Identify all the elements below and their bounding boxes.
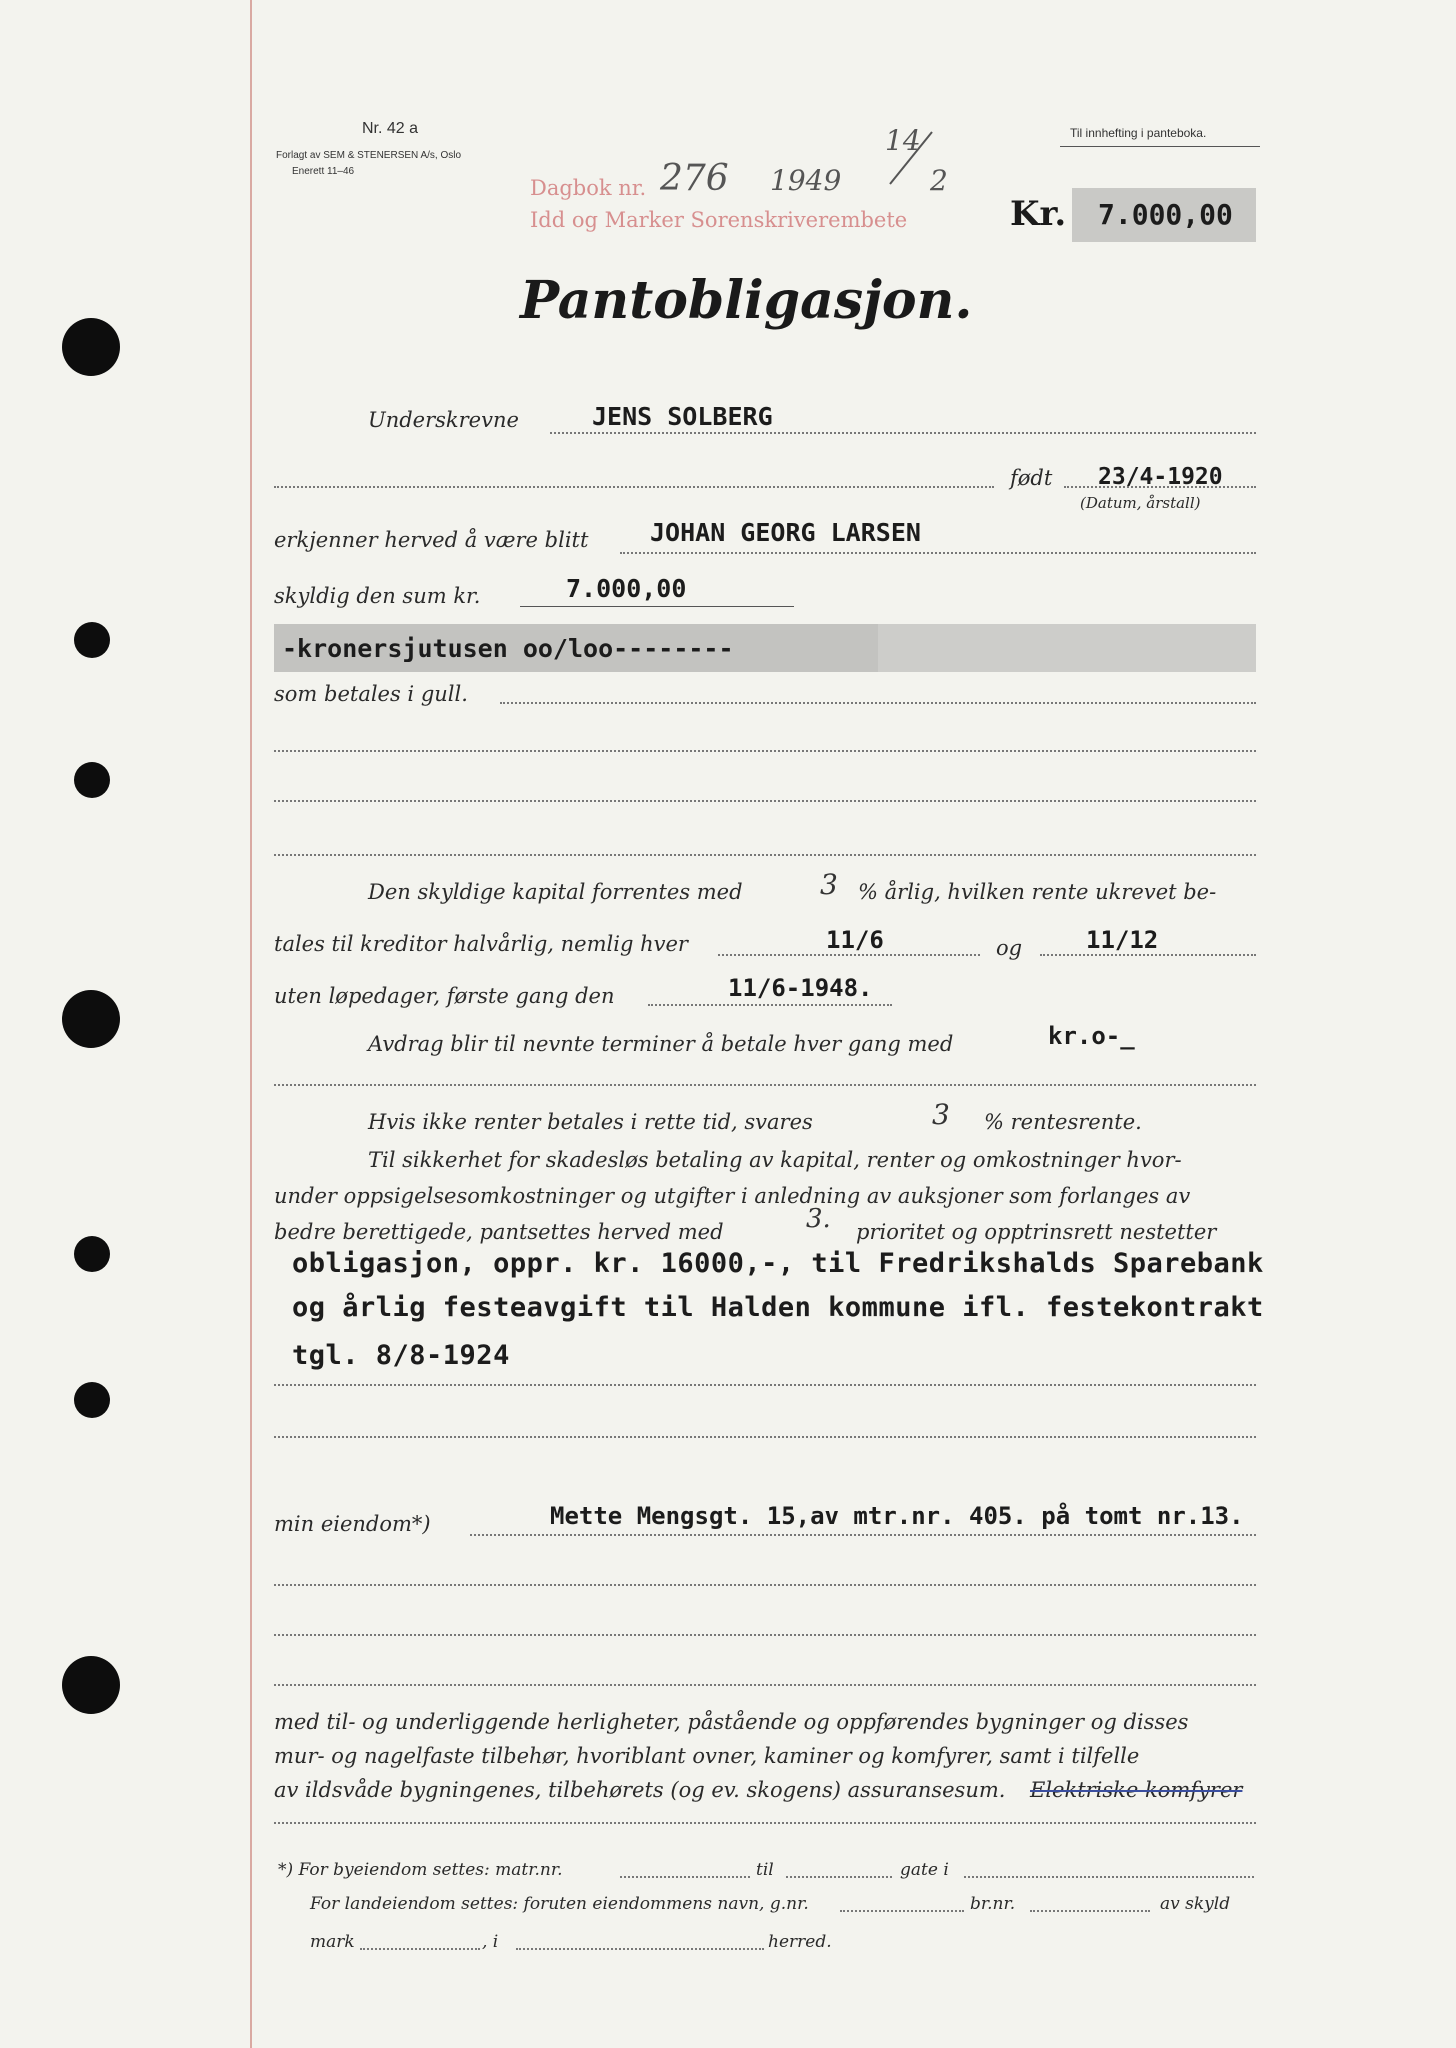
footnote-dots: [840, 1910, 964, 1912]
gold-line: [500, 702, 1256, 704]
security-line-2: under oppsigelsesomkostninger og utgifter i anledning av auksjoner som forlanges av: [274, 1184, 1191, 1208]
publisher-line: Forlagt av SEM & STENERSEN A/s, Oslo: [276, 150, 462, 161]
born-hint: (Datum, årstall): [1080, 494, 1201, 512]
blank-line: [274, 1384, 1256, 1386]
creditor-label: erkjenner herved å være blitt: [274, 528, 589, 552]
closing-struck-text: Elektriske komfyrer: [1030, 1778, 1243, 1802]
publisher-code: Enerett 11–46: [292, 166, 355, 177]
security-line-3a: bedre berettigede, pantsettes herved med: [274, 1220, 724, 1244]
binding-underline: [1060, 146, 1260, 147]
footnote-3c: herred.: [768, 1932, 832, 1952]
property-label: min eiendom*): [274, 1512, 431, 1536]
blank-line: [274, 854, 1256, 856]
footnote-dots: [360, 1948, 480, 1950]
security-typed-1: obligasjon, oppr. kr. 16000,-, til Fredrikshalds Sparebank: [292, 1248, 1264, 1279]
blank-line: [274, 1822, 1256, 1824]
journal-date-num: 14: [885, 124, 921, 157]
late-rate-text-b: % rentesrente.: [984, 1110, 1142, 1134]
installment-text: Avdrag blir til nevnte terminer å betale hver gang med: [368, 1032, 954, 1056]
footnote-2c: av skyld: [1160, 1894, 1231, 1914]
blank-line: [274, 1684, 1256, 1686]
journal-year: 1949: [770, 164, 842, 197]
interest-text-1b: % årlig, hvilken rente ukrevet be-: [858, 880, 1217, 904]
security-typed-2: og årlig festeavgift til Halden kommune ifl. festekontrakt: [292, 1292, 1264, 1323]
undersigned-value: JENS SOLBERG: [592, 402, 773, 431]
sum-label: skyldig den sum kr.: [274, 584, 481, 608]
first-date-value: 11/6-1948.: [728, 974, 873, 1002]
form-number: Nr. 42 a: [362, 120, 419, 137]
first-date-line: [648, 1004, 892, 1006]
punch-hole: [74, 1382, 110, 1418]
journal-date-den: 2: [930, 164, 948, 197]
footnote-1b: til: [756, 1860, 774, 1880]
undersigned-label: Underskrevne: [368, 408, 519, 432]
blank-line: [274, 800, 1256, 802]
footnote-dots: [516, 1948, 764, 1950]
closing-line-1: med til- og underliggende herligheter, påstående og oppførendes bygninger og disses: [274, 1710, 1189, 1734]
property-line: [470, 1534, 1256, 1536]
blank-line: [274, 1634, 1256, 1636]
interest-text-3a: uten løpedager, første gang den: [274, 984, 615, 1008]
amount-prefix: Kr.: [1010, 194, 1067, 234]
stamp-office: Idd og Marker Sorenskriverembete: [530, 208, 908, 232]
gold-label: som betales i gull.: [274, 682, 468, 706]
late-rate-value: 3: [932, 1098, 950, 1131]
footnote-3b: , i: [482, 1932, 499, 1952]
term1-line: [718, 954, 980, 956]
born-leading-line: [274, 486, 994, 488]
security-line-1: Til sikkerhet for skadesløs betaling av kapital, renter og omkostninger hvor-: [368, 1148, 1182, 1172]
margin-rule: [250, 0, 252, 2048]
undersigned-line: [550, 432, 1256, 434]
interest-rate: 3: [820, 868, 838, 901]
priority-value: 3.: [806, 1204, 831, 1234]
footnote-1a: *) For byeiendom settes: matr.nr.: [278, 1860, 563, 1880]
blank-line: [274, 1584, 1256, 1586]
punch-hole: [74, 1236, 110, 1272]
creditor-line: [620, 552, 1256, 554]
footnote-1c: gate i: [900, 1860, 949, 1880]
interest-text-1a: Den skyldige kapital forrentes med: [368, 880, 743, 904]
sum-line: [520, 606, 794, 607]
sum-value: 7.000,00: [566, 574, 687, 603]
words-value: -kronersjutusen oo/loo--------: [282, 634, 734, 663]
late-rate-text-a: Hvis ikke renter betales i rette tid, svares: [368, 1110, 813, 1134]
punch-hole: [62, 990, 120, 1048]
document-title: Pantobligasjon.: [520, 270, 973, 331]
installment-value: kr.o-_: [1048, 1022, 1135, 1050]
term1-value: 11/6: [826, 926, 884, 954]
footnote-dots: [786, 1876, 892, 1878]
term2-value: 11/12: [1086, 926, 1159, 954]
blank-line: [274, 750, 1256, 752]
blank-line: [274, 1084, 1256, 1086]
security-line-3b: prioritet og opptrinsrett nestetter: [856, 1220, 1217, 1244]
punch-hole: [74, 762, 110, 798]
punch-hole: [74, 622, 110, 658]
term2-line: [1040, 954, 1256, 956]
journal-number: 276: [660, 158, 729, 199]
footnote-dots: [964, 1876, 1254, 1878]
blank-line: [274, 1436, 1256, 1438]
born-value: 23/4-1920: [1098, 464, 1223, 490]
property-value: Mette Mengsgt. 15,av mtr.nr. 405. på tomt nr.13.: [550, 1502, 1244, 1530]
binding-note: Til innhefting i panteboka.: [1070, 126, 1207, 140]
stamp-dagbok: Dagbok nr.: [530, 176, 647, 200]
punch-hole: [62, 1656, 120, 1714]
closing-line-2: mur- og nagelfaste tilbehør, hvoriblant ovner, kaminer og komfyrer, samt i tilfelle: [274, 1744, 1140, 1768]
amount-value: 7.000,00: [1098, 198, 1233, 231]
creditor-value: JOHAN GEORG LARSEN: [650, 518, 921, 547]
footnote-dots: [620, 1876, 750, 1878]
footnote-3a: mark: [310, 1932, 355, 1952]
born-label: født: [1010, 466, 1053, 490]
interest-and: og: [996, 936, 1023, 960]
punch-hole: [62, 318, 120, 376]
interest-text-2a: tales til kreditor halvårlig, nemlig hver: [274, 932, 688, 956]
footnote-2b: br.nr.: [970, 1894, 1016, 1914]
footnote-2a: For landeiendom settes: foruten eiendommens navn, g.nr.: [310, 1894, 809, 1914]
security-typed-3: tgl. 8/8-1924: [292, 1340, 510, 1371]
closing-line-3a: av ildsvåde bygningenes, tilbehørets (og ev. skogens) assuransesum.: [274, 1778, 1006, 1802]
footnote-dots: [1030, 1910, 1150, 1912]
